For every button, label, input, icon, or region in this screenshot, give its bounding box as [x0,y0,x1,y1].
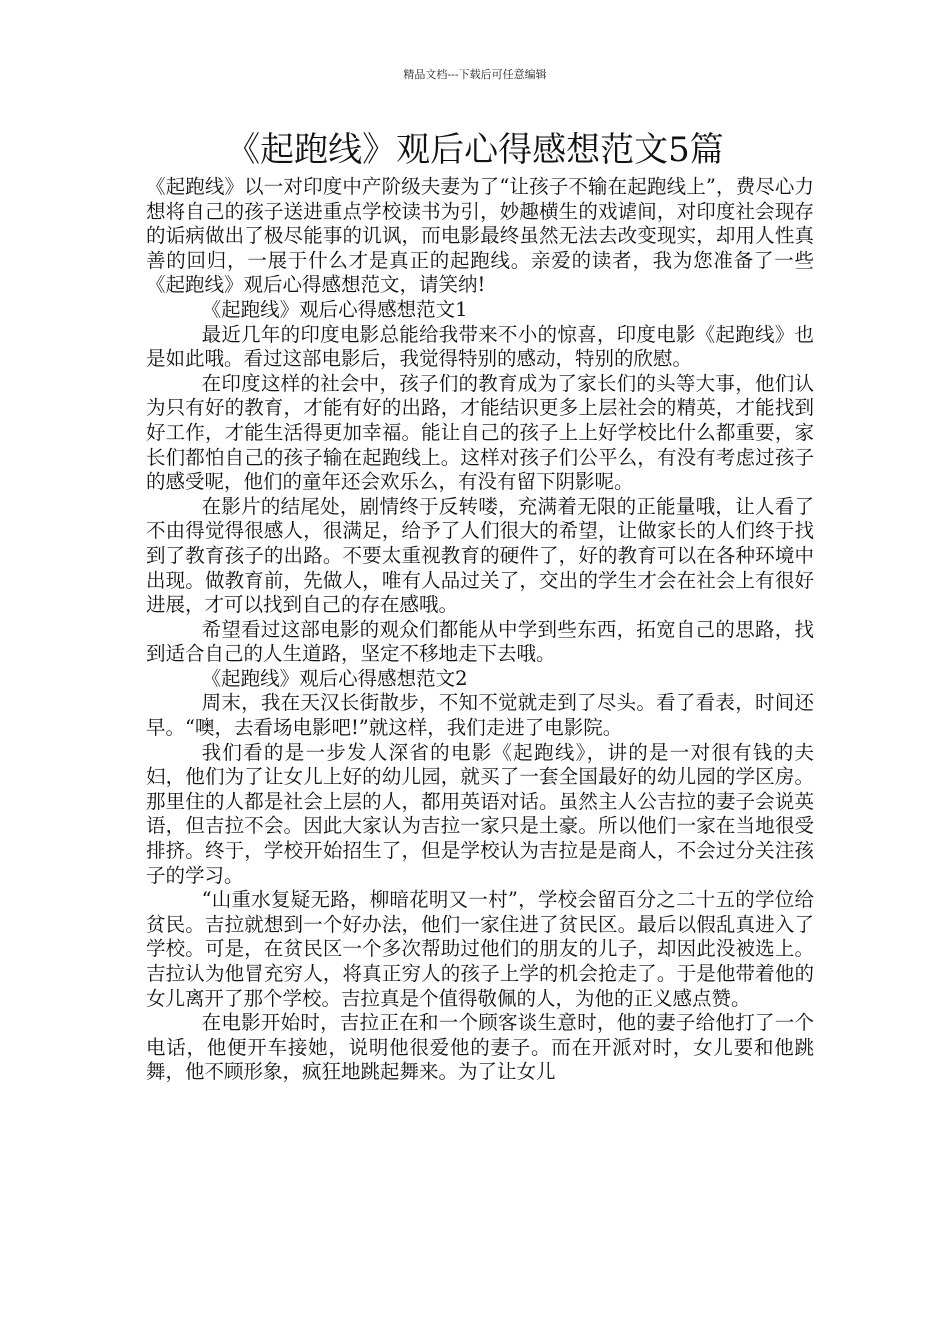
paragraph: 《起跑线》以一对印度中产阶级夫妻为了“让孩子不输在起跑线上”，费尽心力想将自己的孩子送进重点学校读书为引，妙趣横生的戏谑间，对印度社会现存的诟病做出了极尽能事的讥讽，而电影最终虽然无法去改变现实，却用人性真善的回归，一展于什么才是真正的起跑线。亲爱的读者，我为您准备了一些《起跑线》观后心得感想范文，请笑纳! [146,175,814,297]
paragraph: 希望看过这部电影的观众们都能从中学到些东西，拓宽自己的思路，找到适合自己的人生道路，坚定不移地走下去哦。 [146,617,814,666]
document-body [146,175,814,1085]
paragraph: 《起跑线》观后心得感想范文1 [201,297,468,321]
document-title: 《起跑线》观后心得感想范文5篇 [226,130,724,170]
paragraph: 在影片的结尾处，剧情终于反转喽，充满着无限的正能量哦，让人看了不由得觉得很感人，很满足，给予了人们很大的希望，让做家长的人们终于找到了教育孩子的出路。不要太重视教育的硬件了，好的教育可以在各种环境中出现。做教育前，先做人，唯有人品过关了，交出的学生才会在社会上有很好进展，才可以找到自己的存在感哦。 [146,494,814,617]
page-header: 精品文档---下载后可任意编辑 [403,68,547,81]
paragraph: 《起跑线》观后心得感想范文2 [201,666,468,690]
paragraph: 周末，我在天汉长街散步，不知不觉就走到了尽头。看了看表，时间还早。“噢，去看场电影吧!”就这样，我们走进了电影院。 [146,691,814,740]
paragraph: 最近几年的印度电影总能给我带来不小的惊喜，印度电影《起跑线》也是如此哦。看过这部电影后，我觉得特别的感动，特别的欣慰。 [146,322,814,371]
paragraph: 我们看的是一步发人深省的电影《起跑线》，讲的是一对很有钱的夫妇，他们为了让女儿上好的幼儿园，就买了一套全国最好的幼儿园的学区房。那里住的人都是社会上层的人，都用英语对话。虽然主人公吉拉的妻子会说英语，但吉拉不会。因此大家认为吉拉一家只是土豪。所以他们一家在当地很受排挤。终于，学校开始招生了，但是学校认为吉拉是是商人，不会过分关注孩子的学习。 [146,740,814,887]
paragraph: “山重水复疑无路，柳暗花明又一村”，学校会留百分之二十五的学位给贫民。吉拉就想到一个好办法，他们一家住进了贫民区。最后以假乱真进入了学校。可是，在贫民区一个多次帮助过他们的朋友的儿子，却因此没被选上。吉拉认为他冒充穷人，将真正穷人的孩子上学的机会抢走了。于是他带着他的女儿离开了那个学校。吉拉真是个值得敬佩的人，为他的正义感点赞。 [146,888,814,1010]
paragraph: 在印度这样的社会中，孩子们的教育成为了家长们的头等大事，他们认为只有好的教育，才能有好的出路，才能结识更多上层社会的精英，才能找到好工作，才能生活得更加幸福。能让自己的孩子上上好学校比什么都重要，家长们都怕自己的孩子输在起跑线上。这样对孩子们公平么，有没有考虑过孩子的感受呢，他们的童年还会欢乐么，有没有留下阴影呢。 [146,371,814,494]
paragraph: 在电影开始时，吉拉正在和一个顾客谈生意时，他的妻子给他打了一个电话，他便开车接她，说明他很爱他的妻子。而在开派对时，女儿要和他跳舞，他不顾形象，疯狂地跳起舞来。为了让女儿 [146,1011,814,1084]
